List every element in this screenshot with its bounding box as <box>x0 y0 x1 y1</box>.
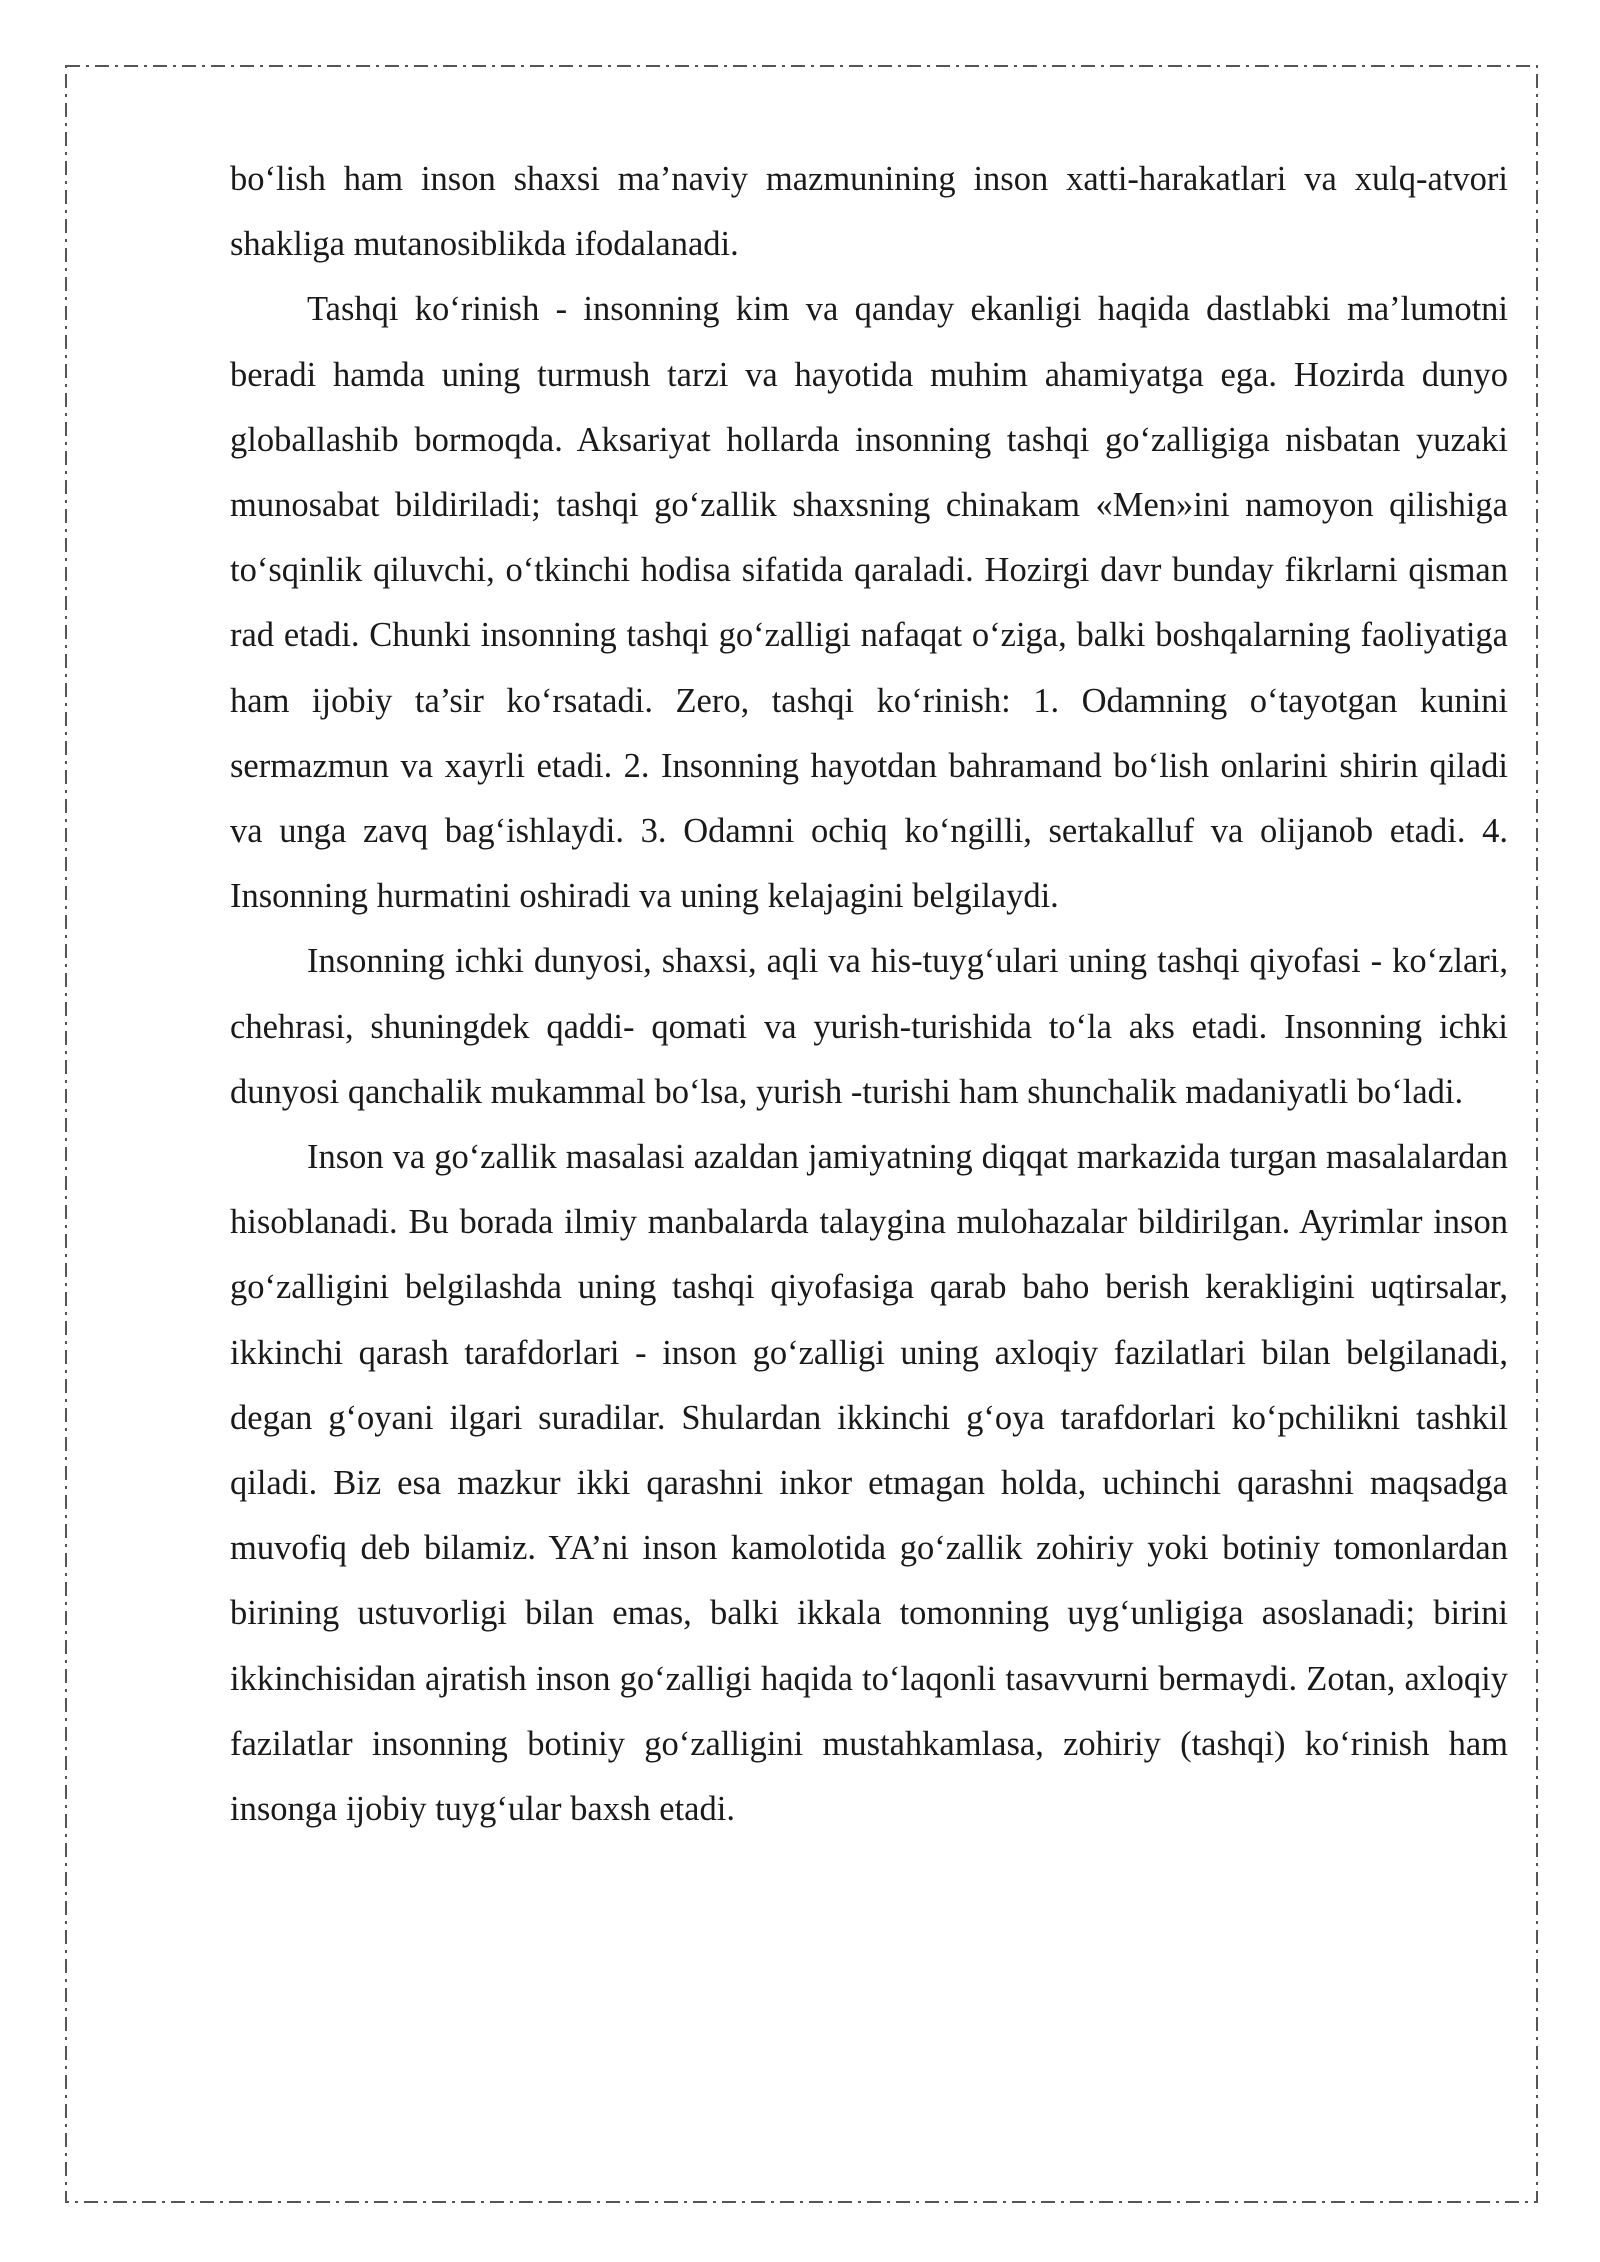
paragraph-beauty: Inson va go‘zallik masalasi azaldan jamiyatning diqqat markazida turgan masalalardan hisoblanadi. Bu borada ilmiy manbalarda talaygina mulohazalar bildirilgan. Ayrimlar inson go‘zalligini belgilashda uning tashqi qiyofasiga qarab baho berish kerakligini uqtirsalar, ikkinchi qarash tarafdorlari - inson go‘zalligi uning axloqiy fazilatlari bilan belgilanadi, degan g‘oyani ilgari suradilar. Shulardan ikkinchi g‘oya tarafdorlari ko‘pchilikni tashkil qiladi. Biz esa mazkur ikki qarashni inkor etmagan holda, uchinchi qarashni maqsadga muvofiq deb bilamiz. YA’ni inson kamolotida go‘zallik zohiriy yoki botiniy tomonlardan birining ustuvorligi bilan emas, balki ikkala tomonning uyg‘unligiga asoslanadi; birini ikkinchisidan ajratish inson go‘zalligi haqida to‘laqonli tasavvurni bermaydi. Zotan, axloqiy fazilatlar insonning botiniy go‘zalligini mustahkamlasa, zohiriy (tashqi) ko‘rinish ham insonga ijobiy tuyg‘ular baxsh etadi. <box>230 1138 1508 1829</box>
document-body <box>230 147 1508 1842</box>
paragraph-continuation: bo‘lish ham inson shaxsi ma’naviy mazmunining inson xatti-harakatlari va xulq-atvori shakliga mutanosiblikda ifodalanadi. <box>230 160 1508 264</box>
paragraph-appearance: Tashqi ko‘rinish - insonning kim va qanday ekanligi haqida dastlabki ma’lumotni beradi hamda uning turmush tarzi va hayotida muhim ahamiyatga ega. Hozirda dunyo globallashib bormoqda. Aksariyat hollarda insonning tashqi go‘zalligiga nisbatan yuzaki munosabat bildiriladi; tashqi go‘zallik shaxsning chinakam «Men»ini namoyon qilishiga to‘sqinlik qiluvchi, o‘tkinchi hodisa sifatida qaraladi. Hozirgi davr bunday fikrlarni qisman rad etadi. Chunki insonning tashqi go‘zalligi nafaqat o‘ziga, balki boshqalarning faoliyatiga ham ijobiy ta’sir ko‘rsatadi. Zero, tashqi ko‘rinish: 1. Odamning o‘tayotgan kunini sermazmun va xayrli etadi. 2. Insonning hayotdan bahramand bo‘lish onlarini shirin qiladi va unga zavq bag‘ishlaydi. 3. Odamni ochiq ko‘ngilli, sertakalluf va olijanob etadi. 4. Insonning hurmatini oshiradi va uning kelajagini belgilaydi. <box>230 290 1508 916</box>
paragraph-inner-world: Insonning ichki dunyosi, shaxsi, aqli va his-tuyg‘ulari uning tashqi qiyofasi - ko‘zlari, chehrasi, shuningdek qaddi- qomati va yurish-turishida to‘la aks etadi. Insonning ichki dunyosi qanchalik mukammal bo‘lsa, yurish -turishi ham shunchalik madaniyatli bo‘ladi. <box>230 942 1508 1111</box>
